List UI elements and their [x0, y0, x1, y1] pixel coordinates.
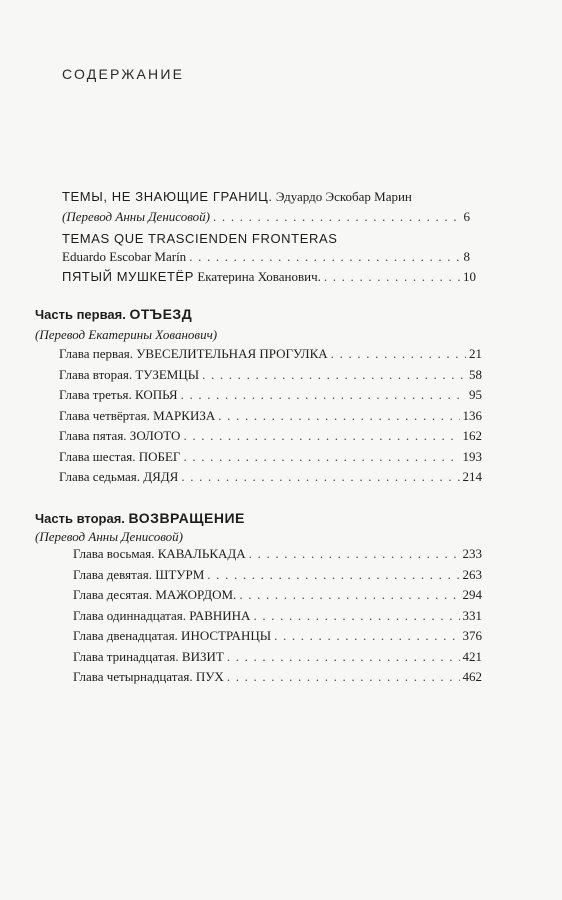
- chapter-entry[interactable]: [73, 586, 482, 604]
- chapter-page: 214: [462, 469, 482, 484]
- part2-translator: (Перевод Анны Денисовой): [35, 529, 184, 544]
- leader-dots: [227, 668, 460, 686]
- chapter-entry[interactable]: [59, 427, 482, 445]
- chapter-page: 376: [462, 628, 482, 643]
- part2-heading: [35, 510, 245, 526]
- part1-heading: [35, 306, 192, 322]
- chapter-title: Глава девятая. ШТУРМ: [73, 566, 205, 582]
- chapter-entry[interactable]: [73, 648, 482, 666]
- chapter-entry[interactable]: [59, 366, 482, 384]
- part2-label: Часть вторая.: [35, 511, 125, 526]
- leader-dots: [253, 607, 459, 625]
- part1-translator: (Перевод Екатерины Хованович): [35, 327, 218, 342]
- chapter-title: Глава седьмая. ДЯДЯ: [59, 469, 179, 484]
- chapter-title: Глава четвёртая. МАРКИЗА: [59, 407, 216, 423]
- chapter-title: Глава третья. КОПЬЯ: [59, 387, 178, 402]
- essay1-entry[interactable]: [62, 208, 470, 226]
- leader-dots: [213, 208, 460, 226]
- chapter-page: 95: [469, 387, 482, 402]
- essay2-entry[interactable]: [62, 248, 470, 266]
- chapter-page: 462: [462, 669, 482, 684]
- essay1-title-line: [62, 188, 412, 206]
- chapter-entry[interactable]: [73, 607, 482, 625]
- leader-dots: [207, 566, 459, 584]
- chapter-page: 233: [462, 546, 482, 561]
- chapter-page: 193: [462, 448, 482, 464]
- chapter-page: 331: [462, 607, 482, 623]
- chapter-page: 162: [462, 428, 482, 443]
- chapter-entry[interactable]: [59, 468, 482, 486]
- chapter-title: Глава двенадцатая. ИНОСТРАНЦЫ: [73, 628, 272, 643]
- essay3-page: 10: [463, 269, 476, 284]
- chapter-title: Глава десятая. МАЖОРДОМ.: [73, 587, 237, 602]
- essay1-page: 6: [463, 209, 470, 224]
- leader-dots: [227, 648, 460, 666]
- chapter-title: Глава тринадцатая. ВИЗИТ: [73, 648, 224, 664]
- chapter-title: Глава шестая. ПОБЕГ: [59, 448, 181, 464]
- leader-dots: [324, 268, 460, 286]
- leader-dots: [202, 366, 466, 384]
- leader-dots: [239, 586, 459, 604]
- chapter-entry[interactable]: [59, 407, 482, 425]
- leader-dots: [331, 345, 466, 363]
- chapter-title: Глава вторая. ТУЗЕМЦЫ: [59, 366, 200, 382]
- chapter-entry[interactable]: [59, 448, 482, 466]
- chapter-page: 294: [462, 587, 482, 602]
- essay2-author: Eduardo Escobar Marín: [62, 249, 187, 264]
- chapter-entry[interactable]: [59, 386, 482, 404]
- part1-label: Часть первая.: [35, 307, 126, 322]
- chapter-page: 136: [462, 407, 482, 423]
- leader-dots: [189, 248, 460, 266]
- chapter-page: 263: [462, 566, 482, 582]
- chapter-title: Глава четырнадцатая. ПУХ: [73, 669, 224, 684]
- essay1-translator: (Перевод Анны Денисовой): [62, 209, 211, 224]
- essay1-title: ТЕМЫ, НЕ ЗНАЮЩИЕ ГРАНИЦ.: [62, 189, 273, 204]
- chapter-entry[interactable]: [73, 668, 482, 686]
- part1-name: ОТЪЕЗД: [129, 306, 193, 322]
- essay3-text: [62, 268, 321, 286]
- essay3-title: ПЯТЫЙ МУШКЕТЁР: [62, 269, 195, 284]
- chapter-title: Глава восьмая. КАВАЛЬКАДА: [73, 546, 246, 561]
- chapter-entry[interactable]: [73, 627, 482, 645]
- chapter-page: 421: [462, 648, 482, 664]
- toc-heading: СОДЕРЖАНИЕ: [62, 66, 185, 82]
- leader-dots: [218, 407, 459, 425]
- leader-dots: [183, 448, 459, 466]
- leader-dots: [183, 427, 459, 445]
- part2-name: ВОЗВРАЩЕНИЕ: [128, 510, 245, 526]
- chapter-page: 58: [469, 366, 482, 382]
- essay2-page: 8: [463, 249, 470, 264]
- chapter-title: Глава первая. УВЕСЕЛИТЕЛЬНАЯ ПРОГУЛКА: [59, 346, 328, 361]
- chapter-entry[interactable]: [59, 345, 482, 363]
- chapter-entry[interactable]: [73, 545, 482, 563]
- leader-dots: [181, 468, 459, 486]
- essay2-title: TEMAS QUE TRASCIENDEN FRONTERAS: [62, 231, 338, 246]
- chapter-title: Глава пятая. ЗОЛОТО: [59, 428, 181, 443]
- chapter-entry[interactable]: [73, 566, 482, 584]
- leader-dots: [274, 627, 459, 645]
- essay1-author: Эдуардо Эскобар Марин: [275, 189, 412, 204]
- leader-dots: [181, 386, 466, 404]
- leader-dots: [249, 545, 460, 563]
- chapter-page: 21: [469, 346, 482, 361]
- essay3-entry[interactable]: [62, 268, 476, 286]
- essay3-author: Екатерина Хованович.: [197, 269, 321, 284]
- chapter-title: Глава одиннадцатая. РАВНИНА: [73, 607, 251, 623]
